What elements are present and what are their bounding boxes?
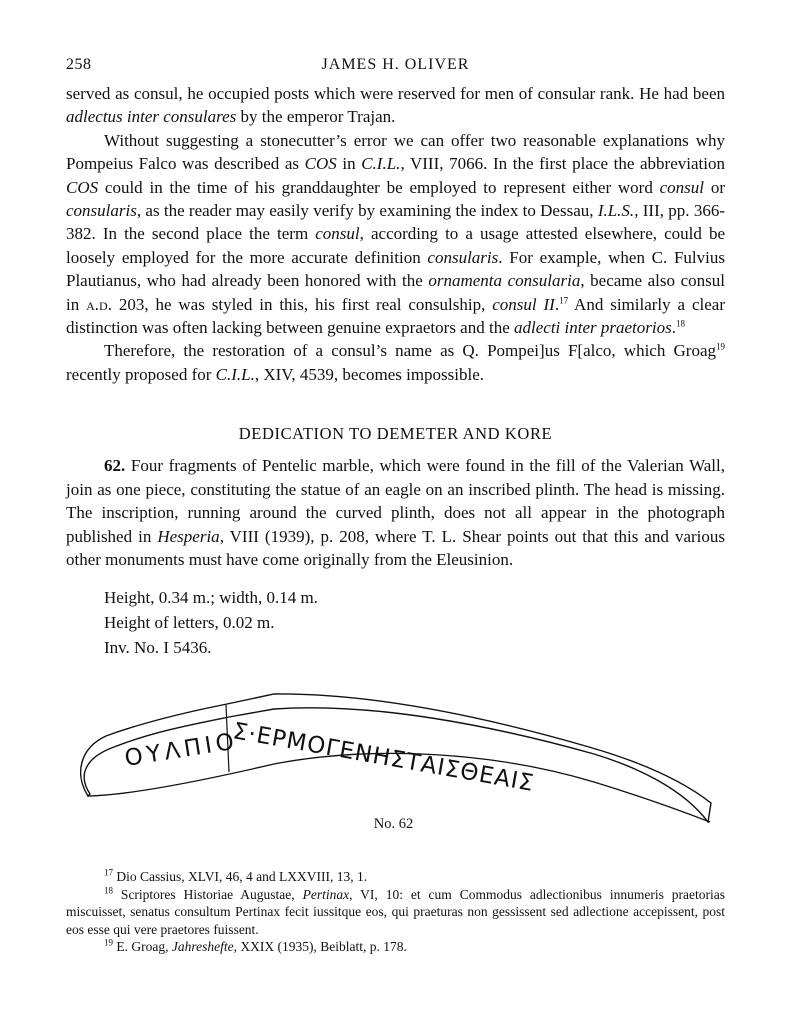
- text: , as the reader may easily verify by examining the index to Dessau,: [136, 201, 598, 221]
- footnote-18: [66, 886, 725, 939]
- italic-text: consul II: [492, 294, 555, 314]
- text: , VIII, 7066. In the first place the abbreviation: [400, 154, 725, 174]
- running-title: JAMES H. OLIVER: [321, 56, 470, 73]
- paragraph-2: [66, 129, 725, 340]
- text: by the emperor Trajan.: [236, 107, 396, 127]
- italic-text: COS: [304, 154, 337, 174]
- italic-text: adlecti inter praetorios: [514, 318, 672, 338]
- figure-caption: No. 62: [373, 816, 414, 832]
- inscription-left: ΟΥΛΠΙΟ: [122, 728, 240, 772]
- italic-text: Pertinax: [302, 886, 350, 902]
- paragraph-1: [66, 82, 725, 129]
- page-number: 258: [66, 56, 92, 73]
- text: Four fragments of Pentelic marble, which were found in the fill of the Valerian Wall, join as one piece, constituting the statue of an eagle on an inscribed plinth. The head is missing. The inscription, running around the curved plinth, does not all appear in the photograph published in: [66, 456, 725, 546]
- italic-text: Jahreshefte: [171, 939, 234, 955]
- text: , VIII (1939), p. 208, where T. L. Shear points out that this and various other monuments must have come originally from the Eleusinion.: [66, 526, 725, 569]
- text: , became also consul in: [66, 271, 725, 314]
- text: And similarly a clear distinction was often lacking between genuine expraetors and the: [66, 294, 725, 338]
- dimension-line: Height, 0.34 m.; width, 0.14 m.: [104, 588, 318, 608]
- plinth-drawing: [74, 690, 714, 830]
- entry-paragraph: [66, 454, 725, 571]
- footnote-ref-17[interactable]: 17: [559, 295, 569, 305]
- italic-text: consul: [659, 177, 705, 197]
- section-title: DEDICATION TO DEMETER AND KORE: [238, 424, 553, 444]
- text: could in the time of his granddaughter be employed to represent either word: [98, 177, 660, 197]
- italic-text: consul: [315, 224, 360, 244]
- text: Scriptores Historiae Augustae,: [113, 886, 303, 902]
- italic-text: I.L.S.: [597, 201, 635, 221]
- text: Without suggesting a stonecutter’s error we can offer two reasonable explanations why Pompeius Falco was described as: [66, 130, 725, 174]
- footnote-mark: 19: [104, 937, 113, 948]
- footnotes: [66, 868, 725, 956]
- footnote-17: [66, 868, 725, 886]
- italic-text: ornamenta consularia: [428, 271, 581, 291]
- text: Dio Cassius, XLVI, 46, 4 and LXXVIII, 13, 1.: [113, 869, 368, 884]
- text: , XIV, 4539, becomes impossible.: [254, 364, 485, 384]
- text: in: [336, 154, 362, 174]
- italic-text: consularis: [66, 201, 137, 221]
- footnote-mark: 18: [104, 885, 113, 896]
- text: recently proposed for: [66, 364, 216, 384]
- italic-text: COS: [66, 177, 99, 197]
- text: , XXIX (1935), Beiblatt, p. 178.: [233, 939, 407, 955]
- italic-text: consularis: [427, 247, 499, 267]
- text: .: [671, 318, 676, 338]
- text: served as consul, he occupied posts which were reserved for men of consular rank. He had been: [66, 84, 725, 103]
- text: . For example, when C. Fulvius Plautianus, who had already been honored with the: [66, 247, 725, 291]
- running-header: [66, 56, 725, 82]
- dimension-line: Height of letters, 0.02 m.: [104, 613, 275, 633]
- italic-text: adlectus inter consulares: [66, 107, 237, 127]
- text: .: [554, 294, 560, 314]
- text: Therefore, the restoration of a consul’s name as Q. Pompei]us F[alco, which Groag: [104, 341, 716, 361]
- paragraph-3: [66, 339, 725, 386]
- dimension-line: Inv. No. I 5436.: [104, 638, 212, 658]
- text: , III, pp. 366-382. In the second place the term: [66, 201, 725, 244]
- text: , according to a usage attested elsewhere, could be loosely employed for the more accurate definition: [66, 224, 725, 267]
- page: [66, 56, 725, 660]
- text: 203, he was styled in this, his first real consulship,: [111, 294, 493, 314]
- italic-text: C.I.L.: [215, 364, 255, 384]
- text: or: [704, 177, 725, 197]
- footnote-19: [66, 938, 725, 956]
- footnote-mark: 17: [104, 867, 113, 878]
- dimensions: [104, 585, 725, 660]
- text: , VI, 10: et cum Commodus adlectionibus innumeris praetorias miscuisset, senatus consultum Pertinax fecit iussitque eos, qui praeturas non gessissent sed adlectione accepissent, post eos esse qui vere praetores fuissent.: [66, 886, 725, 937]
- footnote-ref-19[interactable]: 19: [716, 341, 725, 352]
- entry-number: 62.: [104, 456, 126, 476]
- inscription-right: Σ·ΕΡΜΟΓΕΝΗΣΤΑΙΣΘΕΑΙΣ: [230, 718, 537, 797]
- italic-text: C.I.L.: [361, 154, 401, 174]
- text: E. Groag,: [113, 939, 172, 955]
- italic-text: Hesperia: [157, 526, 220, 546]
- footnote-ref-18[interactable]: 18: [675, 318, 685, 329]
- small-caps-text: a.d.: [86, 294, 112, 314]
